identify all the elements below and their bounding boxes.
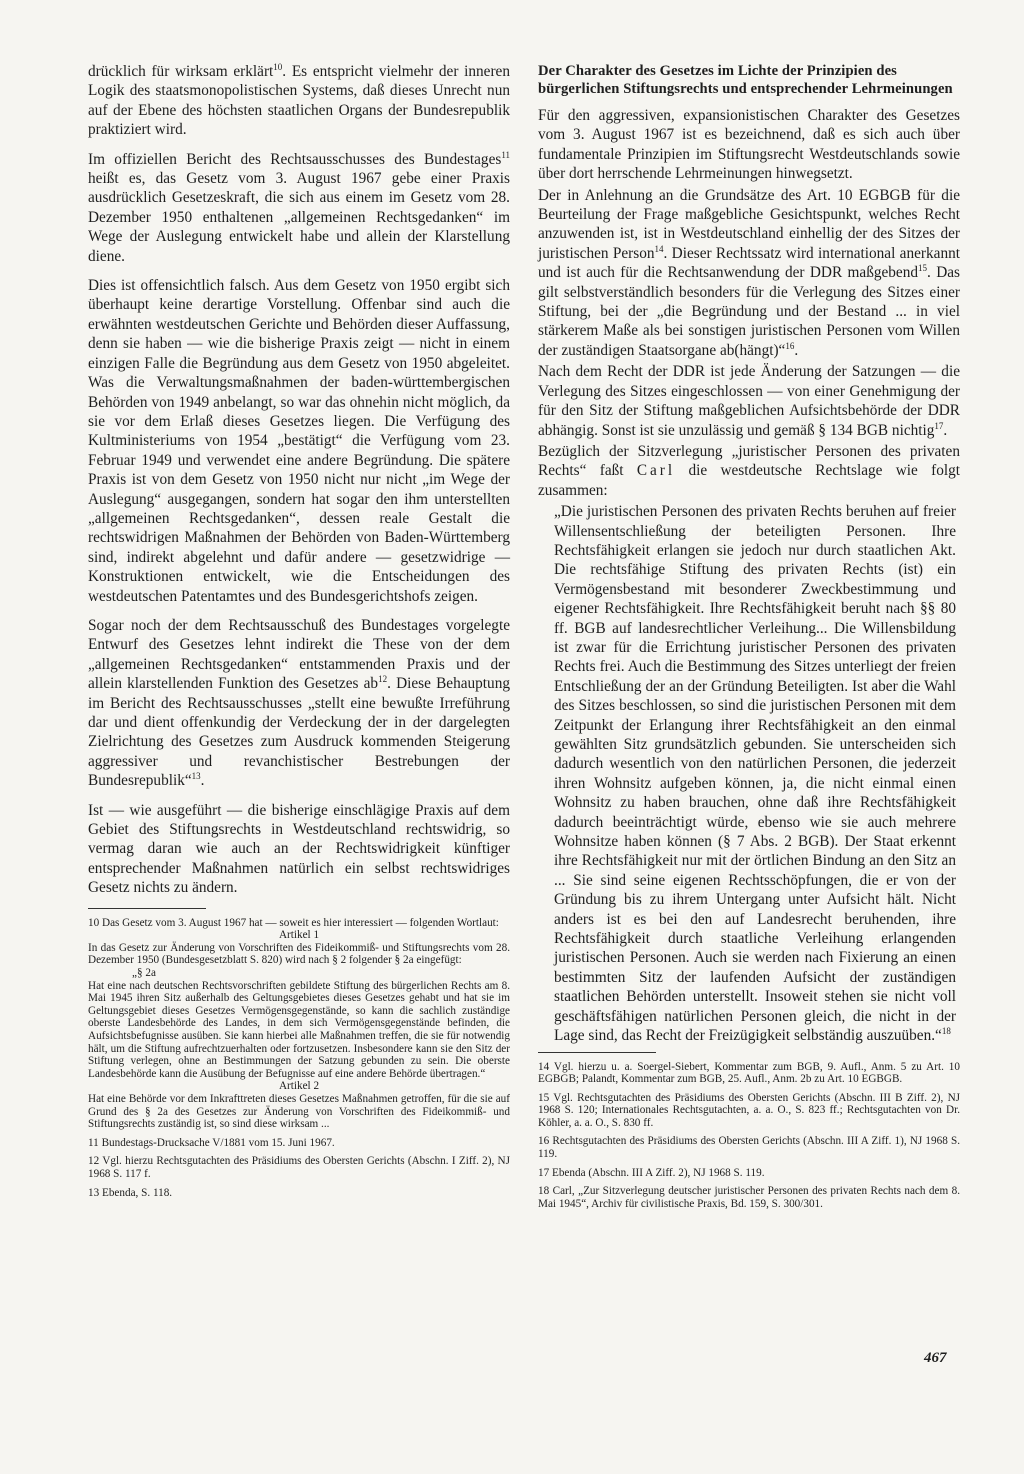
paragraph: Bezüglich der Sitzverlegung „juristischer Personen des privaten Rechts“ faßt Carl die westdeutsche Rechtslage wie folgt zusammen: — [538, 442, 960, 499]
footnote-17: 17 Ebenda (Abschn. III A Ziff. 2), NJ 1968 S. 119. — [538, 1166, 765, 1179]
footnote-11: 11 Bundestags-Drucksache V/1881 vom 15. Juni 1967. — [88, 1136, 335, 1149]
paragraph: Im offiziellen Bericht des Rechtsausschusses des Bundestages$^{11}$ heißt es, das Gesetz vom 3. August 1967 gebe einer Praxis ausdrücklich Gesetzeskraft, die sich aus einem im Gesetz vom 28. Dezember 1950 enthaltenen „allgemeinen Rechtsgedanken“ im Wege der Auslegung entwickelt habe und allein der Klarstellung diene. — [88, 149, 510, 265]
paragraph: Sogar noch der dem Rechtsausschuß des Bundestages vorgelegte Entwurf des Gesetzes lehnt indirekt die These von der dem „allgemeinen Rechtsgedanken“ entstammenden Praxis und der allein klarstellenden Funktion des Gesetzes $ab^{12}$. Diese Behauptung im Bericht des Rechtsausschusses „stellt eine bewußte Irreführung dar und dient offenkundig der Verdeckung der in der dargelegten Zielrichtung des Gesetzes zum Ausdruck kommenden Steigerung aggressiver und revanchistischer Bestrebungen der Bundesrepublik“$^{13}$. — [88, 616, 510, 790]
quote-text: „Die juristischen Personen des privaten Rechts beruhen auf freier Willensentschließung der beteiligten Personen. Ihre Rechtsfähigkeit erlangen sie jedoch nur durch staatlichen Akt. Die rechtsfähige Stiftung des privaten Rechts (ist) ein Vermögensbestand mit besonderer Zweckbestimmung und eigener Rechtsfähigkeit. Ihre Rechtsfähigkeit beruht nach §§ 80 ff. BGB auf landesrechtlicher Verleihung... Die Willensbildung ist zwar für die Errichtung juristischer Personen des privaten Rechts frei. Auch die Bestimmung des Sitzes unterliegt der freien Entschließung der an der Gründung Beteiligten. Ist aber die Wahl des Sitzes beschlossen, so sind die juristischen Personen mit dem Zeitpunkt der Erlangung ihrer Rechtsfähigkeit an den einmal gewählten Sitz grundsätzlich gebunden. Sie unterscheiden sich dadurch wesentlich von den natürlichen Personen, die jederzeit ihren Wohnsitz aufgeben können, ja, die nicht einmal einen Wohnsitz zu haben brauchen, ohne daß ihre Rechtsfähigkeit dadurch beeinträchtigt würde, ebenso wie sie auch mehrere Wohnsitze haben können (§ 7 Abs. 2 BGB). Der Staat erkennt ihre Rechtsfähigkeit nur mit der örtlichen Bindung an den Sitz an ... Sie sind seine eigenen Rechtsschöpfungen, die er von der Gründung bis zu ihrem Untergang unter Aufsicht hält. Nicht anders ist es bei den auf Landesrecht beruhenden, ihre Rechtsfähigkeit durch staatliche Verleihung erlangenden juristischen Personen. Auch sie werden nach Fixierung an einen bestimmten Sitz der laufenden Aufsicht der zuständigen staatlichen Behörden unterstellt. Insoweit stehen sie nicht voll geschäftsfähigen natürlichen Personen gleich, die nicht in der Lage sind, das Recht der Freizügigkeit selbständig auszuüben.“$^{18}$ — [554, 503, 956, 1045]
section-heading: Der Charakter des Gesetzes im Lichte der Prinzipien des bürgerlichen Stiftungsrechts und entsprechender Lehrmeinungen — [538, 63, 953, 97]
footnote-separator — [88, 908, 206, 909]
left-column — [88, 62, 510, 1205]
paragraph: Der in Anlehnung an die Grundsätze des Art. 10 EGBGB für die Beurteilung der Frage maßgebliche Gesichtspunkt, welches Recht anzuwenden ist, ist in Westdeutschland einhellig der des Sitzes der juristischen Person$^{14}$. Dieser Rechtssatz wird international anerkannt und ist auch für die Rechtsanwendung der DDR maßgebend$^{15}$. Das gilt selbstverständlich besonders für die Verlegung des Sitzes einer Stiftung, bei der „die Begründung und der Bestand ... in viel stärkerem Maße als bei sonstigen juristischen Personen vom Willen der zuständigen Staatsorgane ab(hängt)“$^{16}$. — [538, 186, 960, 359]
footnote-ref: 14 — [654, 243, 664, 254]
page-number: 467 — [924, 1350, 947, 1366]
footnote-ref: 17 — [934, 420, 944, 431]
footnote-18: 18 Carl, „Zur Sitzverlegung deutscher juristischer Personen des privaten Rechts nach dem 8. Mai 1945“, Archiv für civilistische Praxis, Bd. 159, S. 300/301. — [538, 1185, 960, 1210]
footnote-12: 12 Vgl. hierzu Rechtsgutachten des Präsidiums des Obersten Gerichts (Abschn. I Ziff. 2), NJ 1968 S. 117 f. — [88, 1155, 510, 1180]
footnote-15: 15 Vgl. Rechtsgutachten des Präsidiums des Obersten Gerichts (Abschn. III B Ziff. 2), NJ 1968 S. 120; Internationales Rechtsgutachten, a. a. O., S. 823 ff.; Rechtsgutachten von Dr. Köhler, a. a. O., S. 830 ff. — [538, 1091, 960, 1129]
footnote-ref: 13 — [191, 771, 201, 782]
footnote-10: 10 Das Gesetz vom 3. August 1967 hat — soweit es hier interessiert — folgenden Wortlaut: Artikel 1 In das Gesetz zur Änderung von Vorschriften des Fideikommiß- und Stiftungsrechts vom 28. Dezember 1950 (Bundesgesetzblatt S. 820) wird nach § 2 folgender § 2a eingefügt: „§ 2a Hat eine nach deutschen Rechtsvorschriften gebildete Stiftung des bürgerlichen Rechts am 8. Mai 1945 ihren Sitz außerhalb des Geltungsgebietes dieses Gesetzes gehabt und hat sie im Geltungsgebiet dieses Gesetzes Vermögensgegenstände, so kann die sachlich zuständige oberste Landesbehörde des Landes, in dem sich Vermögensgegenstände befinden, die Aufsichtsbefugnisse ausüben. Sie kann hierbei alle Maßnahmen treffen, die sie für notwendig hält, um die Stiftung aufrechtzuerhalten oder fortzusetzen. Insbesondere kann sie den Sitz der Stiftung verlegen, ohne an Bestimmungen der Satzung gebunden zu sein. Die oberste Landesbehörde kann die Ausübung der Befugnisse auf eine andere Behörde übertragen.“ Artikel 2 Hat eine Behörde vor dem Inkrafttreten dieses Gesetzes Maßnahmen getroffen, für die sie auf Grund des § 2a des Gesetzes zur Änderung von Vorschriften des Fideikommiß- und Stiftungsrechts zuständig ist, so sind diese wirksam ... — [88, 916, 510, 1131]
block-quote — [538, 502, 960, 1045]
footnote-14: 14 Vgl. hierzu u. a. Soergel-Siebert, Kommentar zum BGB, 9. Aufl., Anm. 5 zu Art. 10 EGBGB; Palandt, Kommentar zum BGB, 25. Aufl., Anm. 2b zu Art. 10 EGBGB. — [538, 1060, 960, 1086]
footnote-ref: 18 — [941, 1026, 951, 1036]
footnote-13: 13 Ebenda, S. 118. — [88, 1186, 173, 1199]
footnote-ref: 12 — [378, 674, 388, 685]
paragraph: Für den aggressiven, expansionistischen Charakter des Gesetzes vom 3. August 1967 ist es bezeichnend, daß es sich auch über fundamentale Prinzipien im Stiftungsrecht Westdeutschlands sowie über dort herrschende Lehrmeinungen hinwegsetzt. — [538, 107, 960, 183]
paragraph: Dies ist offensichtlich falsch. Aus dem Gesetz von 1950 ergibt sich überhaupt keine derartige Vorstellung. Offenbar sind auch die erwähnten westdeutschen Gerichte und Behörden dieser Auffassung, denn sie haben — wie die bisherige Praxis zeigt — nicht in einem einzigen Falle die Begründung aus dem Gesetz von 1950 abgeleitet. Was die Verwaltungsmaßnahmen der baden-württembergischen Behörden von 1949 anbelangt, so war das ohnehin nicht möglich, da sie vor dem Erlaß dieses Gesetzes liegen. Die Verfügung des Kultministeriums von 1954 „bestätigt“ die Verfügung vom 23. Februar 1949 und verwendet eine andere Begründung. Die spätere Praxis ist von dem Gesetz von 1950 nicht nur nicht „im Wege der Auslegung“ ausgegangen, sondern hat sogar den ihm unterstellten „allgemeinen Rechtsgedanken“, dessen reale Gestalt die rechtswidrigen Maßnahmen der Behörden von Baden-Württemberg sind, indirekt abgelehnt und dafür andere — gesetzwidrige — Konstruktionen entwickelt, wie die Entscheidungen des westdeutschen Patentamtes und des Bundesgerichtshofs zeigen. — [88, 277, 510, 605]
footnote-16: 16 Rechtsgutachten des Präsidiums des Obersten Gerichts (Abschn. III A Ziff. 1), NJ 1968 S. 119. — [538, 1135, 960, 1161]
footnote-ref: 10 — [273, 61, 283, 72]
footnote-ref: 16 — [785, 340, 795, 351]
paragraph: Ist — wie ausgeführt — die bisherige einschlägige Praxis auf dem Gebiet des Stiftungsrechts in Westdeutschland rechtswidrig, so vermag daran wie auch an der Rechtswidrigkeit künftiger entsprechender Maßnahmen natürlich ein selbst rechtswidriges Gesetz nichts zu ändern. — [88, 801, 510, 897]
footnote-ref: 11 — [501, 149, 510, 160]
right-column — [538, 62, 960, 1216]
paragraph: drücklich für wirksam erklärt$^{10}$. Es entspricht vielmehr der inneren Logik des staatsmonopolistischen Systems, daß dieses Unrecht nun auf der Ebene des höchsten staatlichen Organs der Bundesrepublik praktiziert wird. — [88, 61, 510, 139]
author-name: Carl — [636, 462, 676, 480]
paragraph: Nach dem Recht der DDR ist jede Änderung der Satzungen — die Verlegung des Sitzes eingeschlossen — von einer Genehmigung der für den Sitz der Stiftung maßgeblichen Aufsichtsbehörde der DDR abhängig. Sonst ist sie unzulässig und gemäß § 134 BGB nichtig$^{17}$. — [538, 363, 960, 439]
footnote-separator — [538, 1052, 656, 1053]
footnote-ref: 15 — [918, 263, 928, 274]
